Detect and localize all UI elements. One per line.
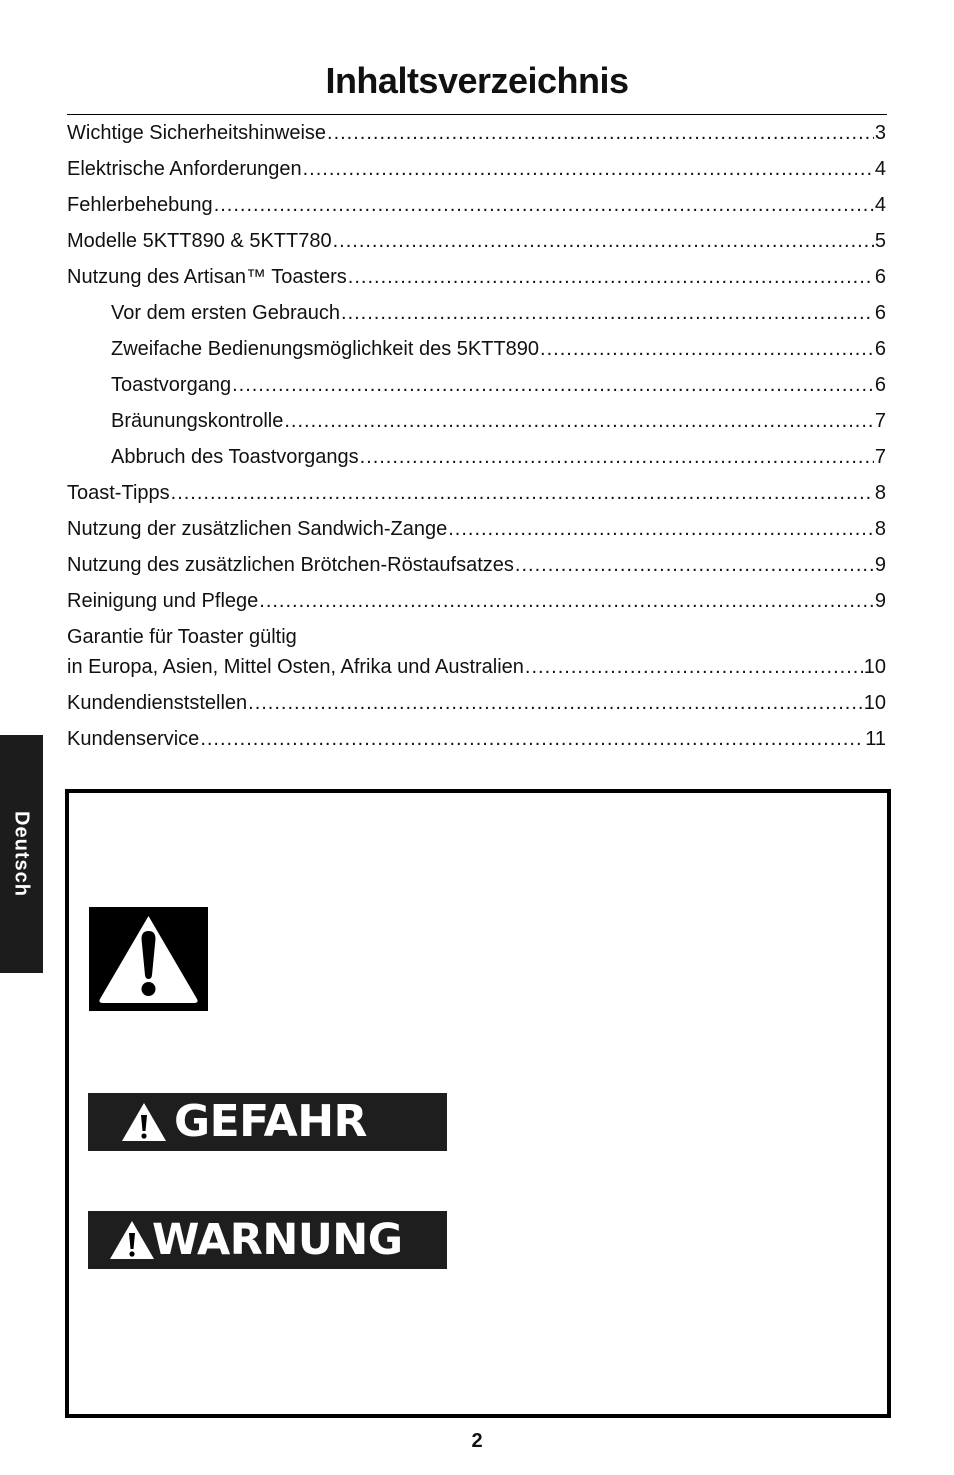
toc-entry-page: 6	[874, 266, 886, 288]
toc-entry-label: Bräunungskontrolle	[111, 410, 284, 432]
title-divider	[67, 114, 887, 115]
toc-leader	[515, 552, 874, 578]
toc-subentry[interactable]	[67, 444, 886, 480]
toc-leader	[327, 120, 874, 146]
toc-entry-label: Elektrische Anforderungen	[67, 158, 302, 180]
toc-subentry[interactable]	[67, 372, 886, 408]
warning-label	[88, 1211, 447, 1269]
toc-entry-label: Toastvorgang	[111, 374, 232, 396]
toc-entry-label: Wichtige Sicherheitshinweise	[67, 122, 327, 144]
toc-entry-page: 7	[874, 446, 886, 468]
toc-entry-page: 8	[874, 518, 886, 540]
toc-entry-page: 3	[874, 122, 886, 144]
toc-entry-label: Modelle 5KTT890 & 5KTT780	[67, 230, 332, 252]
toc-entry-label: Kundendienststellen	[67, 692, 248, 714]
toc-leader	[232, 372, 874, 398]
page-number: 2	[471, 1430, 483, 1452]
toc-entry-label: in Europa, Asien, Mittel Osten, Afrika und Australien	[67, 656, 524, 678]
toc-entry-page: 7	[874, 410, 886, 432]
warning-label-text: WARNUNG	[152, 1215, 403, 1265]
table-of-contents	[67, 120, 886, 762]
toc-leader	[525, 654, 863, 680]
warning-triangle-icon	[108, 1219, 156, 1266]
toc-entry[interactable]	[67, 726, 886, 762]
toc-subentry[interactable]	[67, 336, 886, 372]
toc-entry[interactable]	[67, 516, 886, 552]
toc-entry-page: 4	[874, 194, 886, 216]
toc-subentry[interactable]	[67, 300, 886, 336]
warning-triangle-icon	[120, 1101, 168, 1148]
toc-entry-page: 6	[874, 302, 886, 324]
toc-entry[interactable]	[67, 480, 886, 516]
toc-entry-label: Vor dem ersten Gebrauch	[111, 302, 341, 324]
toc-leader	[259, 588, 874, 614]
toc-leader	[341, 300, 874, 326]
toc-leader	[200, 726, 864, 752]
toc-leader	[360, 444, 874, 470]
toc-entry[interactable]	[67, 552, 886, 588]
toc-entry-page: 10	[863, 692, 886, 714]
toc-entry-page: 9	[874, 590, 886, 612]
toc-entry-label: Toast-Tipps	[67, 482, 170, 504]
language-tab-label: Deutsch	[10, 811, 33, 897]
toc-entry[interactable]	[67, 156, 886, 192]
toc-entry-page: 6	[874, 374, 886, 396]
toc-entry-label: Abbruch des Toastvorgangs	[111, 446, 359, 468]
toc-entry-label: Reinigung und Pflege	[67, 590, 259, 612]
warning-triangle-icon	[89, 907, 208, 1011]
toc-leader	[214, 192, 874, 218]
toc-entry-page: 5	[874, 230, 886, 252]
toc-entry[interactable]	[67, 690, 886, 726]
toc-entry-label: Nutzung der zusätzlichen Sandwich-Zange	[67, 518, 448, 540]
toc-leader	[348, 264, 874, 290]
toc-entry-page: 11	[865, 728, 886, 750]
toc-entry-page: 10	[863, 656, 886, 678]
toc-leader	[284, 408, 874, 434]
danger-label-text: GEFAHR	[174, 1096, 367, 1147]
toc-subentry[interactable]	[67, 408, 886, 444]
toc-entry-label: Nutzung des zusätzlichen Brötchen-Röstaufsatzes	[67, 554, 514, 576]
toc-leader	[448, 516, 874, 542]
toc-entry-label: Nutzung des Artisan™ Toasters	[67, 266, 347, 288]
toc-entry[interactable]	[67, 588, 886, 624]
toc-entry-label: Fehlerbehebung	[67, 194, 213, 216]
toc-entry-label-line1: Garantie für Toaster gültig	[67, 626, 297, 648]
toc-entry-page: 6	[874, 338, 886, 360]
toc-entry[interactable]	[67, 624, 886, 690]
toc-leader	[540, 336, 874, 362]
toc-entry[interactable]	[67, 192, 886, 228]
toc-entry-page: 4	[874, 158, 886, 180]
toc-entry[interactable]	[67, 264, 886, 300]
danger-label	[88, 1093, 447, 1151]
toc-entry[interactable]	[67, 120, 886, 156]
toc-leader	[303, 156, 874, 182]
toc-leader	[333, 228, 874, 254]
toc-leader	[171, 480, 874, 506]
page-title: Inhaltsverzeichnis	[325, 60, 629, 101]
toc-leader	[248, 690, 863, 716]
toc-entry-label: Zweifache Bedienungsmöglichkeit des 5KTT890	[111, 338, 540, 360]
toc-entry[interactable]	[67, 228, 886, 264]
toc-entry-label: Kundenservice	[67, 728, 200, 750]
toc-entry-page: 8	[874, 482, 886, 504]
toc-entry-page: 9	[874, 554, 886, 576]
